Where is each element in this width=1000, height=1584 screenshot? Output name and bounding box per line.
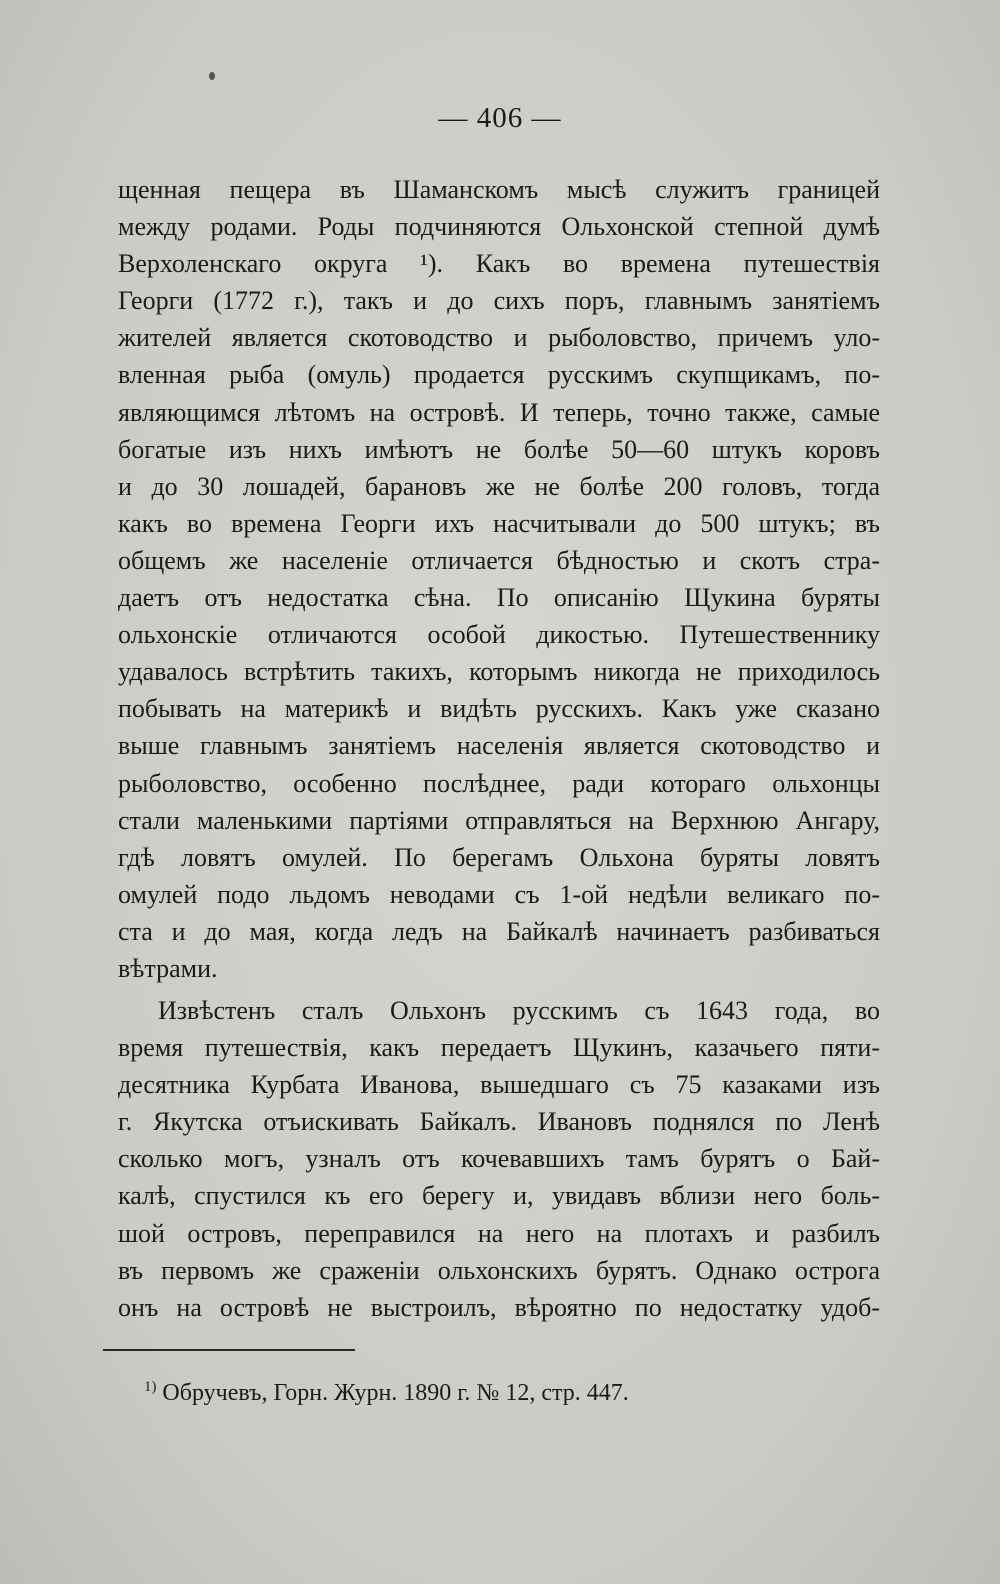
text-line: Извѣстенъ сталъ Ольхонъ русскимъ съ 1643 года, во [158,996,880,1025]
text-line: въ первомъ же сраженіи ольхонскихъ бурятъ. Однако острога [118,1255,880,1285]
text-line: между родами. Роды подчиняются Ольхонской степной думѣ [118,212,880,242]
text-line: жителей является скотоводство и рыболовство, причемъ уло- [118,323,880,353]
text-line: общемъ же населеніе отличается бѣдностью и скотъ стра- [118,545,880,575]
text-line: ста и до мая, когда ледъ на Байкалѣ начинаетъ разбиваться [118,916,880,946]
text-line: стали маленькими партіями отправляться на Верхнюю Ангару, [118,805,880,835]
paragraph-1 [118,171,880,987]
text-line: вленная рыба (омуль) продается русскимъ скупщикамъ, по- [118,360,880,390]
footnote-text: Обручевъ, Горн. Журн. 1890 г. № 12, стр. 447. [162,1380,629,1406]
ink-speck [209,72,215,80]
text-line: являющимся лѣтомъ на островѣ. И теперь, точно также, самые [118,397,880,427]
footnote [144,1380,629,1407]
page-number: — 406 — [438,102,562,134]
text-line: щенная пещера въ Шаманскомъ мысѣ служитъ границей [118,175,880,204]
text-line: омулей подо льдомъ неводами съ 1-ой недѣли великаго по- [118,879,880,909]
text-line: выше главнымъ занятіемъ населенія является скотоводство и [118,731,880,761]
text-line: шой островъ, переправился на него на плотахъ и разбилъ [118,1218,880,1248]
text-line: сколько могъ, узналъ отъ кочевавшихъ тамъ бурятъ о Бай- [118,1144,880,1174]
footnote-marker: 1) [144,1379,157,1395]
text-line: г. Якутска отъискивать Байкалъ. Ивановъ поднялся по Ленѣ [118,1107,880,1137]
text-line: побывать на материкѣ и видѣть русскихъ. Какъ уже сказано [118,694,880,724]
text-line: десятника Курбата Иванова, вышедшаго съ 75 казаками изъ [118,1070,880,1100]
text-line: Георги (1772 г.), такъ и до сихъ поръ, главнымъ занятіемъ [118,286,880,316]
text-line: гдѣ ловятъ омулей. По берегамъ Ольхона буряты ловятъ [118,842,880,872]
text-line: удавалось встрѣтить такихъ, которымъ никогда не приходилось [118,657,880,687]
text-line: ольхонскіе отличаются особой дикостью. Путешественнику [118,620,880,650]
text-line: калѣ, спустился къ его берегу и, увидавъ вблизи него боль- [118,1181,880,1211]
text-line: богатые изъ нихъ имѣютъ не болѣе 50—60 штукъ коровъ [118,434,880,464]
text-line: рыболовство, особенно послѣднее, ради котораго ольхонцы [118,768,880,798]
text-line: какъ во времена Георги ихъ насчитывали до 500 штукъ; въ [118,508,880,538]
text-line: онъ на островѣ не выстроилъ, вѣроятно по недостатку удоб- [118,1292,880,1322]
text-line: Верхоленскаго округа ¹). Какъ во времена путешествія [118,249,880,279]
paragraph-2 [118,992,880,1326]
text-line: даетъ отъ недостатка сѣна. По описанію Щукина буряты [118,583,880,613]
text-line: и до 30 лошадей, барановъ же не болѣе 200 головъ, тогда [118,471,880,501]
text-line: вѣтрами. [118,953,218,983]
footnote-divider [103,1349,355,1351]
text-line: время путешествія, какъ передаетъ Щукинъ, казачьего пяти- [118,1033,880,1063]
